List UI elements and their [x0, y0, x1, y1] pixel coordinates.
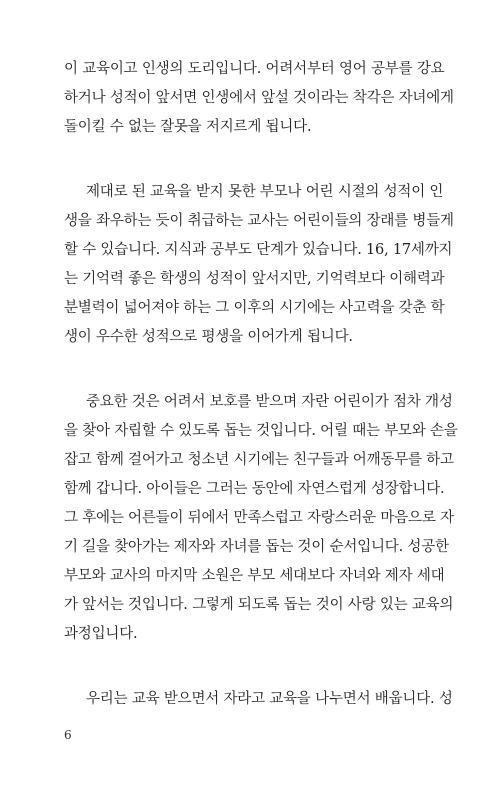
text-line: 할 수 있습니다. 지식과 공부도 단계가 있습니다. 16, 17세까지: [64, 242, 453, 258]
text-line: 하거나 성적이 앞서면 인생에서 앞설 것이라는 착각은 자녀에게: [64, 90, 454, 106]
text-line: 을 찾아 자립할 수 있도록 돕는 것입니다. 어릴 때는 부모와 손을: [64, 423, 458, 439]
text-line: 그 후에는 어른들이 뒤에서 만족스럽고 자랑스러운 마음으로 자: [64, 510, 454, 526]
page-number: 6: [64, 728, 72, 742]
page-body: [64, 55, 458, 750]
text-line: 는 기억력 좋은 학생의 성적이 앞서지만, 기억력보다 이해력과: [64, 271, 445, 287]
text-line: 중요한 것은 어려서 보호를 받으며 자란 어린이가 점차 개성: [86, 394, 453, 410]
text-line: 제대로 된 교육을 받지 못한 부모나 어린 시절의 성적이 인: [86, 184, 444, 200]
text-line: 돌이킬 수 없는 잘못을 저지르게 됩니다.: [64, 119, 312, 135]
paragraph-4: [64, 685, 453, 714]
paragraph-2: [64, 178, 454, 352]
text-line: 우리는 교육 받으면서 자라고 교육을 나누면서 배웁니다. 성: [86, 691, 453, 707]
paragraph-3: [64, 388, 458, 649]
text-line: 분별력이 넓어져야 하는 그 이후의 시기에는 사고력을 갖춘 학: [64, 300, 445, 316]
paragraph-1: [64, 55, 454, 142]
text-line: 과정입니다.: [64, 626, 138, 642]
text-line: 기 길을 찾아가는 제자와 자녀를 돕는 것이 순서입니다. 성공한: [64, 539, 449, 555]
text-line: 부모와 교사의 마지막 소원은 부모 세대보다 자녀와 제자 세대: [64, 568, 445, 584]
text-line: 이 교육이고 인생의 도리입니다. 어려서부터 영어 공부를 강요: [64, 61, 445, 77]
text-line: 생을 좌우하는 듯이 취급하는 교사는 어린이들의 장래를 병들게: [64, 213, 454, 229]
text-line: 가 앞서는 것입니다. 그렇게 되도록 돕는 것이 사랑 있는 교육의: [64, 597, 454, 613]
text-line: 생이 우수한 성적으로 평생을 이어가게 됩니다.: [64, 329, 353, 345]
text-line: 함께 갑니다. 아이들은 그러는 동안에 자연스럽게 성장합니다.: [64, 481, 445, 497]
text-line: 잡고 함께 걸어가고 청소년 시기에는 친구들과 어깨동무를 하고: [64, 452, 454, 468]
